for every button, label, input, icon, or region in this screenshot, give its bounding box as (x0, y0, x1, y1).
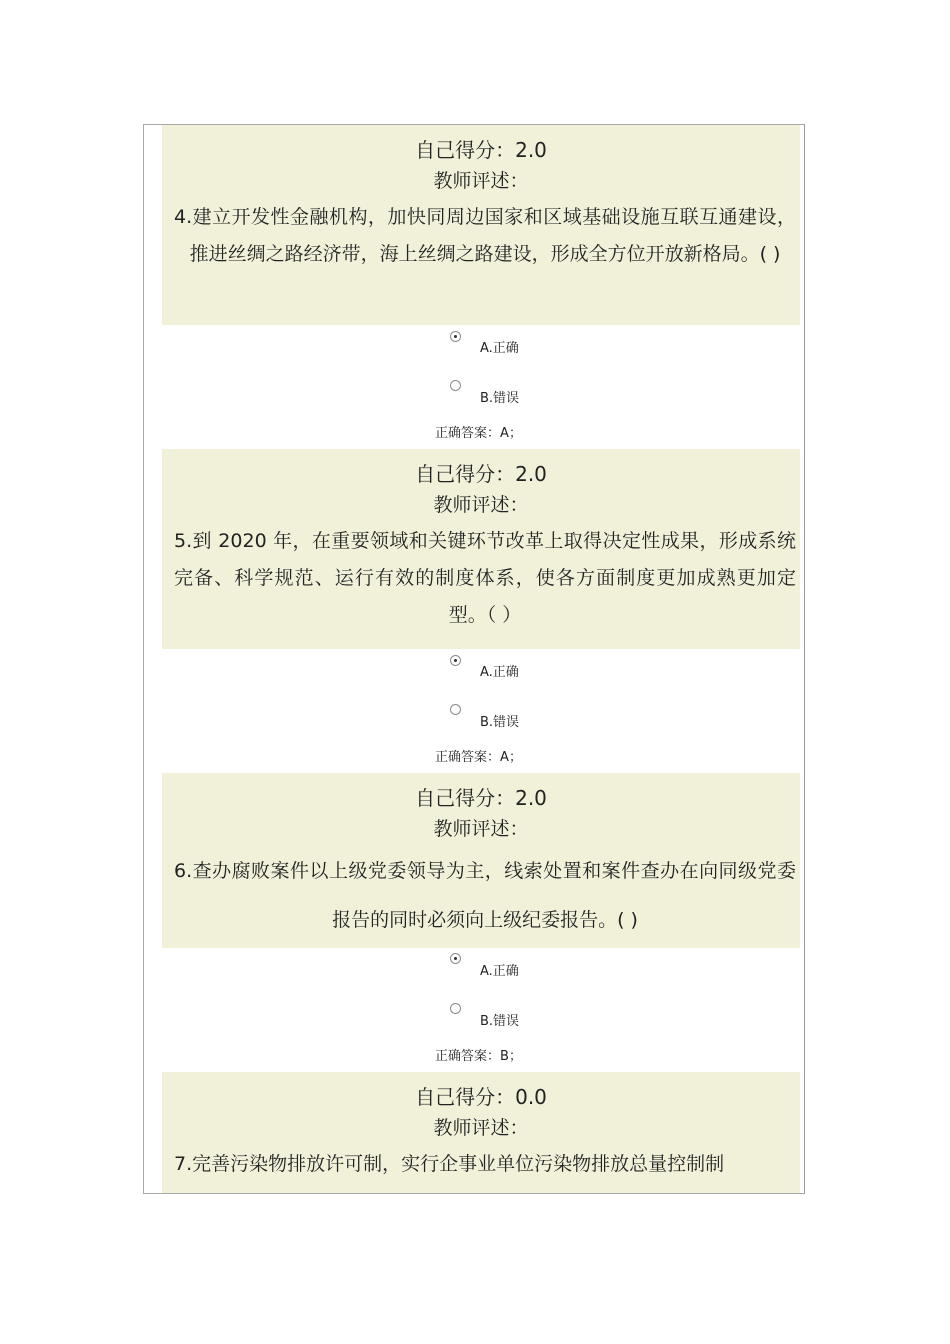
radio-unchecked-icon[interactable] (450, 380, 461, 391)
options (162, 649, 800, 773)
correct-answer: 正确答案：A； (435, 750, 522, 765)
score: 自己得分：2.0 (415, 462, 547, 486)
teacher-comment: 教师评述： (433, 494, 529, 516)
correct-answer: 正确答案：A； (435, 426, 522, 441)
teacher-comment: 教师评述： (433, 818, 529, 840)
option-label: B.错误 (480, 715, 520, 730)
question-block (162, 1072, 800, 1194)
content-frame (143, 124, 805, 1194)
option-b[interactable] (162, 699, 800, 749)
option-label: B.错误 (480, 1014, 520, 1029)
question-text: 7.完善污染物排放许可制，实行企事业单位污染物排放总量控制制 (174, 1153, 725, 1175)
teacher-comment: 教师评述： (433, 170, 529, 192)
quiz-review (162, 125, 800, 1194)
option-a[interactable] (162, 948, 800, 998)
radio-unchecked-icon[interactable] (450, 1003, 461, 1014)
option-b[interactable] (162, 375, 800, 425)
radio-checked-icon[interactable] (450, 331, 461, 342)
option-label: A.正确 (480, 665, 519, 680)
option-label: A.正确 (480, 964, 519, 979)
radio-unchecked-icon[interactable] (450, 704, 461, 715)
score: 自己得分：2.0 (415, 138, 547, 162)
question-block (162, 773, 800, 948)
teacher-comment: 教师评述： (433, 1117, 529, 1139)
score: 自己得分：0.0 (415, 1085, 547, 1109)
question-text: 4.建立开发性金融机构，加快同周边国家和区域基础设施互联互通建设，推进丝绸之路经济带，海上丝绸之路建设，形成全方位开放新格局。( ) (174, 206, 796, 265)
option-a[interactable] (162, 649, 800, 699)
question-text: 5.到 2020 年，在重要领域和关键环节改革上取得决定性成果，形成系统完备、科学规范、运行有效的制度体系，使各方面制度更加成熟更加定型。（ ） (174, 530, 796, 626)
score: 自己得分：2.0 (415, 786, 547, 810)
option-b[interactable] (162, 998, 800, 1048)
correct-answer: 正确答案：B； (435, 1049, 522, 1064)
option-a[interactable] (162, 325, 800, 375)
options (162, 325, 800, 449)
question-block (162, 125, 800, 325)
radio-checked-icon[interactable] (450, 655, 461, 666)
option-label: A.正确 (480, 341, 519, 356)
option-label: B.错误 (480, 391, 520, 406)
question-block (162, 449, 800, 649)
question-text: 6.查办腐败案件以上级党委领导为主，线索处置和案件查办在向同级党委报告的同时必须向上级纪委报告。( ) (174, 860, 796, 931)
radio-checked-icon[interactable] (450, 953, 461, 964)
options (162, 948, 800, 1072)
